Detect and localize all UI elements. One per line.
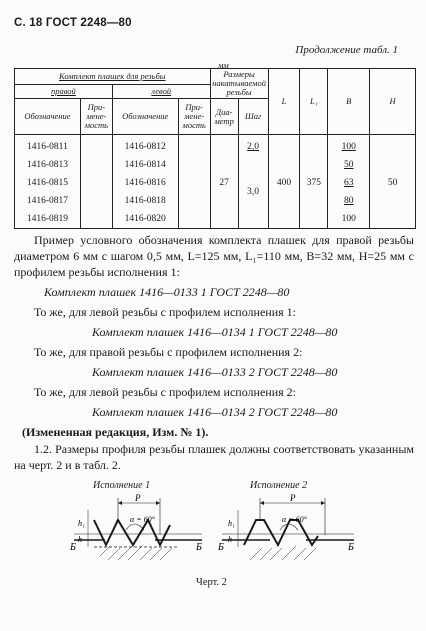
cell-B: 100 (328, 210, 370, 229)
cell-pitch: 2,0 (238, 135, 268, 157)
cell-appl (80, 156, 112, 174)
clause-1-2: 1.2. Размеры профиля резьбы плашек должны соответствовать указанным на черт. 2 и в табл. 2. (14, 442, 414, 472)
header-pitch: Шаг (238, 99, 268, 135)
cell-pitch: 3,0 (238, 156, 268, 229)
profile-version-1 (69, 493, 202, 560)
label-pitch-2: P (290, 493, 296, 503)
label-angle-2: α = 60° (282, 515, 307, 524)
revision-note: (Измененная редакция, Изм. № 1). (22, 425, 209, 439)
cell-left: 1416-0812 (112, 135, 178, 157)
cell-appl (178, 156, 210, 174)
figure-label-version-2: Исполнение 2 (250, 480, 308, 491)
cell-B: 63 (328, 174, 370, 192)
cell-appl (80, 174, 112, 192)
cell-right: 1416-0811 (15, 135, 81, 157)
header-applicability-right: При- мене- мость (80, 99, 112, 135)
label-radius: r (116, 517, 120, 526)
page-header: С. 18 ГОСТ 2248—80 (14, 17, 132, 29)
example-designation-2: Комплект плашек 1416—0134 1 ГОСТ 2248—80 (92, 325, 338, 339)
cell-right: 1416-0819 (15, 210, 81, 229)
cell-B: 100 (328, 135, 370, 157)
cell-L: 400 (268, 135, 300, 229)
cell-left: 1416-0816 (112, 174, 178, 192)
header-L: L (268, 69, 300, 135)
section-mark-right-1: Б (196, 542, 202, 553)
units-label: мм (218, 60, 229, 70)
dies-table (14, 68, 416, 229)
cell-appl (178, 135, 210, 157)
section-mark-left-2: Б (218, 542, 224, 553)
label-h1-1: h₁ (78, 519, 85, 528)
figure-label-version-1: Исполнение 1 (93, 480, 151, 491)
cell-right: 1416-0813 (15, 156, 81, 174)
table-continuation-note: Продолжение табл. 1 (295, 44, 398, 56)
profile-version-2 (217, 493, 354, 560)
cell-left: 1416-0814 (112, 156, 178, 174)
label-angle-1: α = 60° (130, 515, 155, 524)
header-B: B (328, 69, 370, 135)
same-right-2: То же, для правой резьбы с профилем исполнения 2: (34, 345, 303, 359)
same-left-2: То же, для левой резьбы с профилем исполнения 2: (34, 385, 296, 399)
same-left-1: То же, для левой резьбы с профилем исполнения 1: (34, 305, 296, 319)
cell-diameter: 27 (210, 135, 238, 229)
thread-profile-drawing (0, 490, 426, 580)
cell-appl (80, 135, 112, 157)
label-pitch-1: P (135, 493, 141, 503)
cell-appl (80, 210, 112, 229)
section-mark-right-2: Б (348, 542, 354, 553)
cell-B: 80 (328, 192, 370, 210)
label-h-2: h (228, 535, 232, 544)
example-designation-4: Комплект плашек 1416—0134 2 ГОСТ 2248—80 (92, 405, 338, 419)
header-kit: Комплект плашек для резьбы (15, 69, 211, 85)
label-h1-2: h₁ (228, 519, 235, 528)
header-designation-right: Обозначение (15, 99, 81, 135)
cell-appl (178, 192, 210, 210)
figure-caption: Черт. 2 (196, 577, 227, 588)
cell-right: 1416-0817 (15, 192, 81, 210)
table-row (15, 135, 416, 157)
header-L1: L₁ (300, 69, 328, 135)
label-h-1: h (78, 535, 82, 544)
header-left: левой (112, 85, 210, 99)
header-designation-left: Обозначение (112, 99, 178, 135)
cell-appl (80, 192, 112, 210)
header-diameter: Диа- метр (210, 99, 238, 135)
example-designation-3: Комплект плашек 1416—0133 2 ГОСТ 2248—80 (92, 365, 338, 379)
cell-left: 1416-0820 (112, 210, 178, 229)
example-intro-paragraph: Пример условного обозначения комплекта плашек для правой резьбы диаметром 6 мм с шагом 0,5 мм, L=125 мм, L₁=110 мм, B=32 мм, H=25 мм с профилем резьбы исполнения 1: (14, 233, 414, 279)
cell-appl (178, 210, 210, 229)
cell-H: 50 (370, 135, 416, 229)
cell-B: 50 (328, 156, 370, 174)
header-thread-sizes: Размеры накатываемой резьбы (210, 69, 268, 99)
cell-left: 1416-0818 (112, 192, 178, 210)
cell-appl (178, 174, 210, 192)
header-applicability-left: При- мене- мость (178, 99, 210, 135)
section-mark-left-1: Б (70, 542, 76, 553)
cell-L1: 375 (300, 135, 328, 229)
example-designation-1: Комплект плашек 1416—0133 1 ГОСТ 2248—80 (44, 285, 290, 299)
cell-right: 1416-0815 (15, 174, 81, 192)
header-H: H (370, 69, 416, 135)
header-right: правой (15, 85, 113, 99)
